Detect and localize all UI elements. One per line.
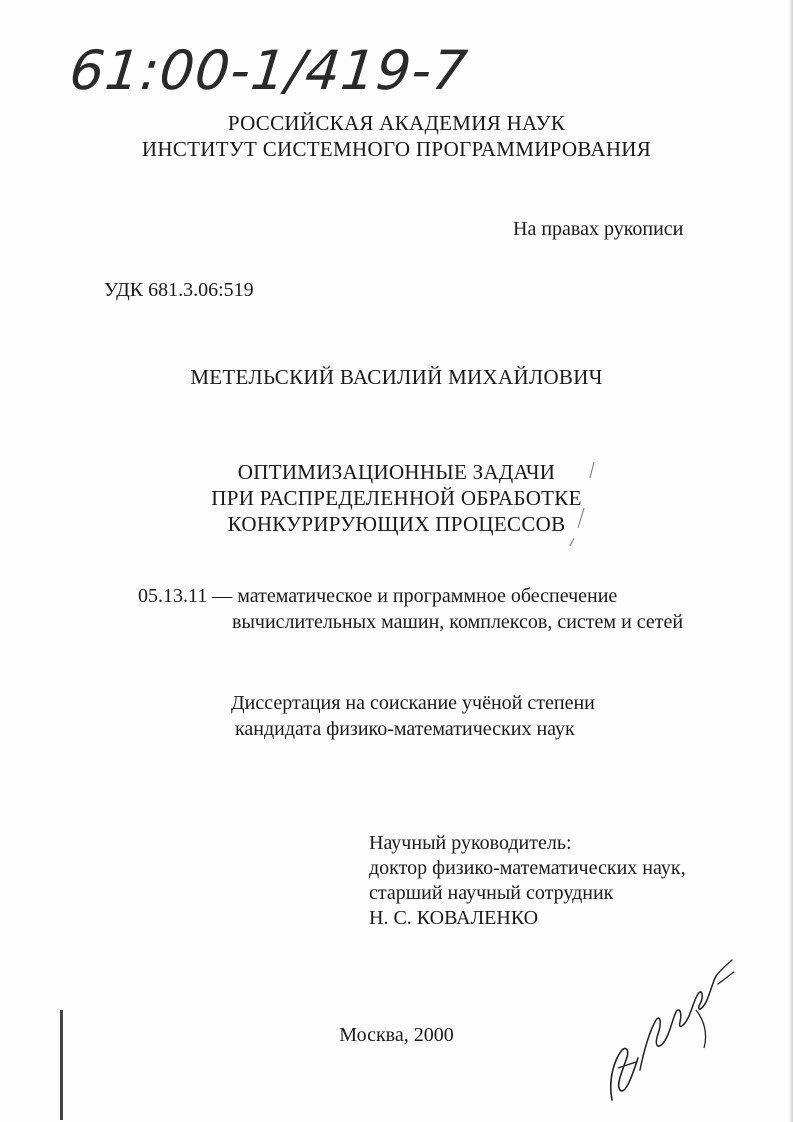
degree-line-1: Диссертация на соискание учёной степени: [231, 692, 595, 714]
title-line-2: ПРИ РАСПРЕДЕЛЕННОЙ ОБРАБОТКЕ: [211, 486, 582, 510]
degree-line-2: кандидата физико-математических наук: [235, 718, 575, 740]
advisor-name: Н. С. КОВАЛЕНКО: [369, 907, 539, 929]
pen-stroke-mark: [560, 458, 600, 548]
specialty-continuation-line: вычислительных машин, комплексов, систем и сетей: [232, 611, 684, 633]
manuscript-rights-note: На правах рукописи: [513, 218, 684, 240]
signature-icon: [600, 950, 740, 1110]
handwritten-archive-number: 61:00-1/419-7: [66, 39, 471, 102]
scan-edge-right: [789, 0, 793, 1122]
title-line-1: ОПТИМИЗАЦИОННЫЕ ЗАДАЧИ: [237, 460, 556, 484]
title-line-3: КОНКУРИРУЮЩИХ ПРОЦЕССОВ: [227, 512, 566, 536]
org-institute: ИНСТИТУТ СИСТЕМНОГО ПРОГРАММИРОВАНИЯ: [141, 137, 652, 161]
advisor-degree: доктор физико-математических наук,: [369, 857, 686, 879]
udc-code: УДК 681.3.06:519: [104, 279, 254, 301]
author-name: МЕТЕЛЬСКИЙ ВАСИЛИЙ МИХАЙЛОВИЧ: [190, 365, 603, 389]
specialty-code-line: 05.13.11 — математическое и программное обеспечение: [138, 585, 618, 607]
org-academy: РОССИЙСКАЯ АКАДЕМИЯ НАУК: [227, 111, 566, 135]
advisor-label: Научный руководитель:: [369, 832, 572, 854]
place-and-year: Москва, 2000: [339, 1024, 454, 1046]
advisor-rank: старший научный сотрудник: [369, 882, 614, 904]
